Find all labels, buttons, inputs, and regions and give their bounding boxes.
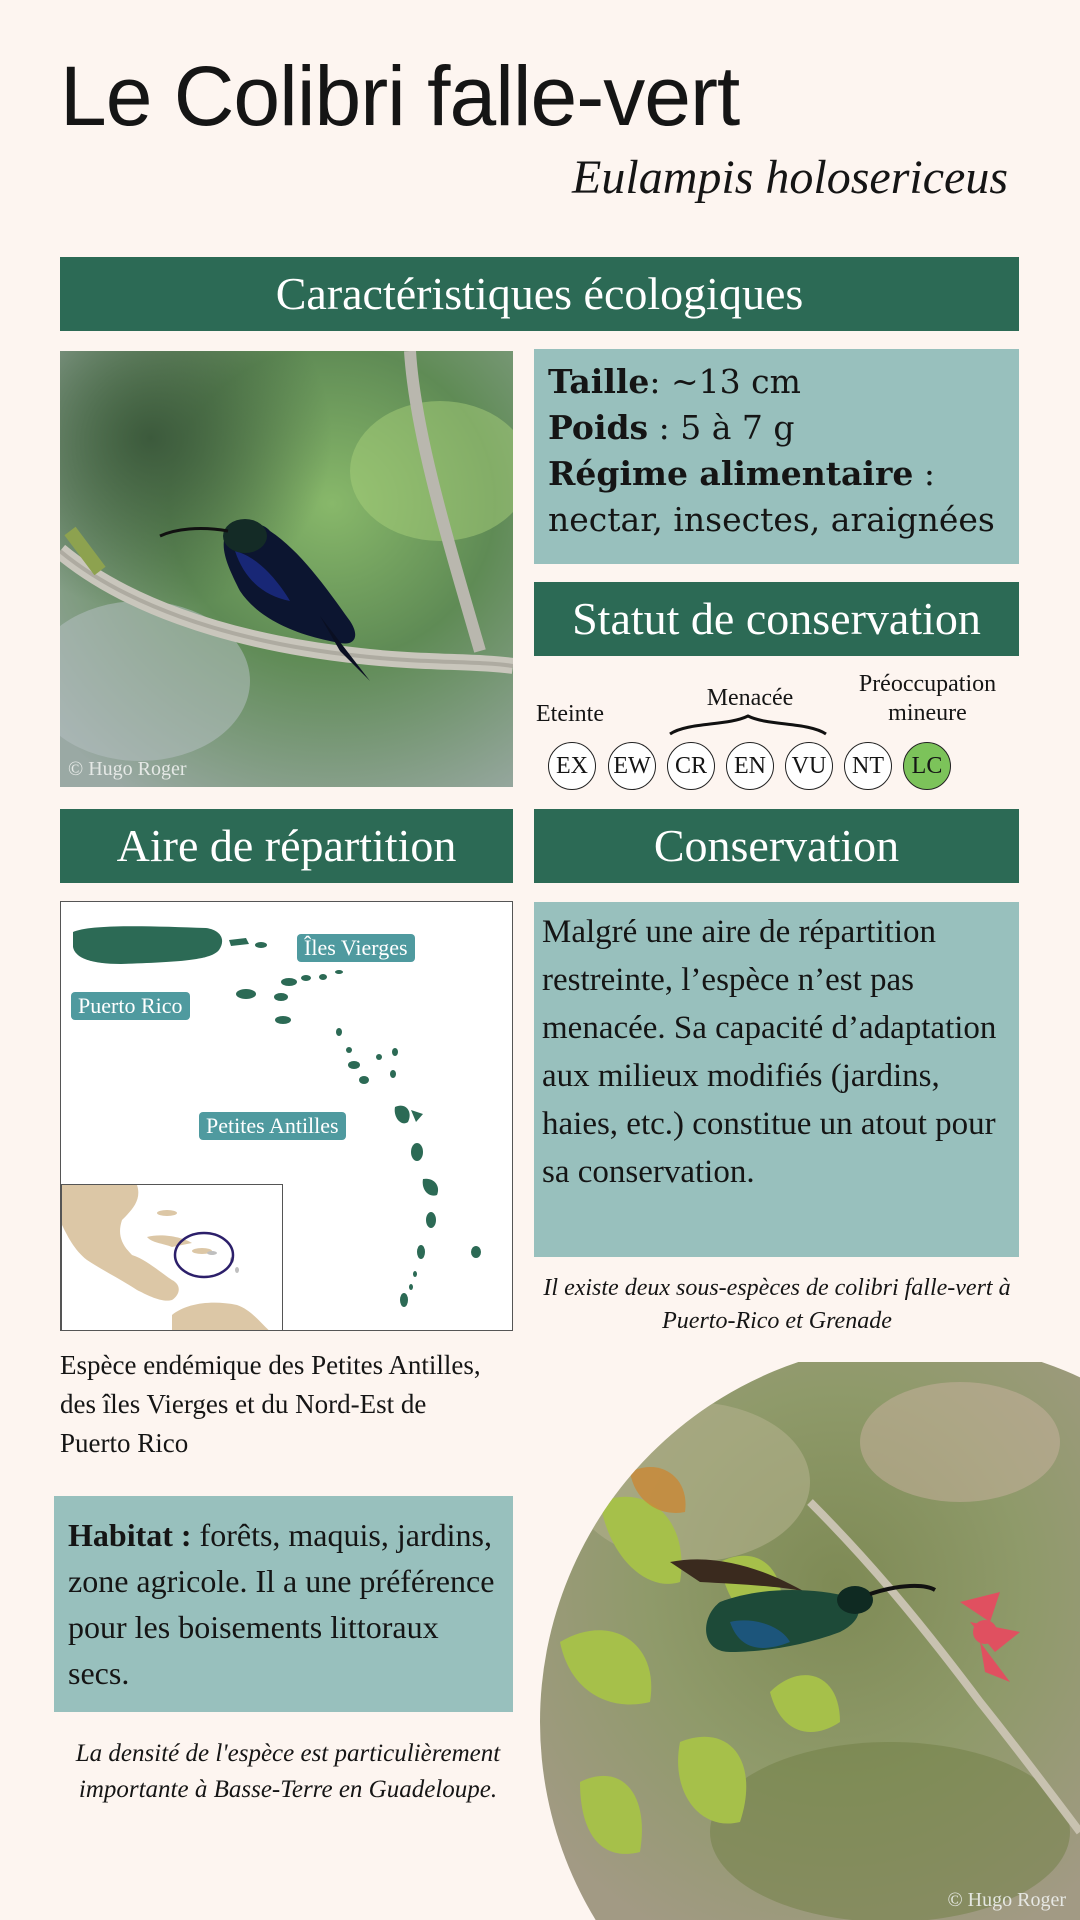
photo-credit-2: © Hugo Roger [947, 1889, 1066, 1911]
extinct-label: Eteinte [536, 701, 604, 727]
ecology-header: Caractéristiques écologiques [60, 257, 1019, 331]
facts-box [534, 349, 1019, 564]
habitat-box [54, 1496, 513, 1712]
size-value: : ~13 cm [649, 362, 801, 401]
status-cr: CR [667, 742, 715, 790]
status-header: Statut de conservation [534, 582, 1019, 656]
size-label: Taille [548, 362, 650, 401]
least-concern-label: Préoccupation mineure [858, 671, 997, 726]
density-note: La densité de l'espèce est particulièrement importante à Basse-Terre en Guadeloupe. [75, 1740, 501, 1803]
status-vu: VU [785, 742, 833, 790]
status-ex: EX [548, 742, 596, 790]
hummingbird-photo-2 [540, 1362, 1080, 1920]
page-title: Le Colibri falle-vert [60, 49, 740, 143]
inset-map [61, 1184, 283, 1331]
range-map [60, 901, 513, 1331]
scientific-name: Eulampis holosericeus [572, 151, 1008, 204]
map-label-virgin-islands: Îles Vierges [297, 934, 415, 962]
weight-value: : 5 à 7 g [648, 408, 795, 447]
status-ew: EW [608, 742, 656, 790]
weight-label: Poids [548, 408, 649, 447]
conservation-header: Conservation [534, 809, 1019, 883]
threatened-brace [668, 712, 828, 738]
diet-label: Régime alimentaire [548, 454, 914, 493]
status-en: EN [726, 742, 774, 790]
status-lc-active: LC [903, 742, 951, 790]
range-header: Aire de répartition [60, 809, 513, 883]
subspecies-note: Il existe deux sous-espèces de colibri falle-vert à Puerto-Rico et Grenade [543, 1275, 1011, 1334]
diet-value: : nectar, insectes, araignées [548, 454, 995, 539]
habitat-label: Habitat : [68, 1517, 192, 1553]
hummingbird-photo [60, 351, 513, 787]
habitat-text: forêts, maquis, jardins, zone agricole. Il a une préférence pour les boisements littoraux secs. [68, 1517, 495, 1691]
range-description: Espèce endémique des Petites Antilles, des îles Vierges et du Nord-Est de Puerto Rico [60, 1350, 481, 1458]
map-label-lesser-antilles: Petites Antilles [199, 1112, 346, 1140]
threatened-label: Menacée [706, 685, 794, 711]
status-nt: NT [844, 742, 892, 790]
map-label-puerto-rico: Puerto Rico [71, 992, 190, 1020]
conservation-box: Malgré une aire de répartition restreinte, l’espèce n’est pas menacée. Sa capacité d’adaptation aux milieux modifiés (jardins, haies, etc.) constitue un atout pour sa conservation. [534, 902, 1019, 1257]
photo-credit: © Hugo Roger [68, 758, 187, 780]
